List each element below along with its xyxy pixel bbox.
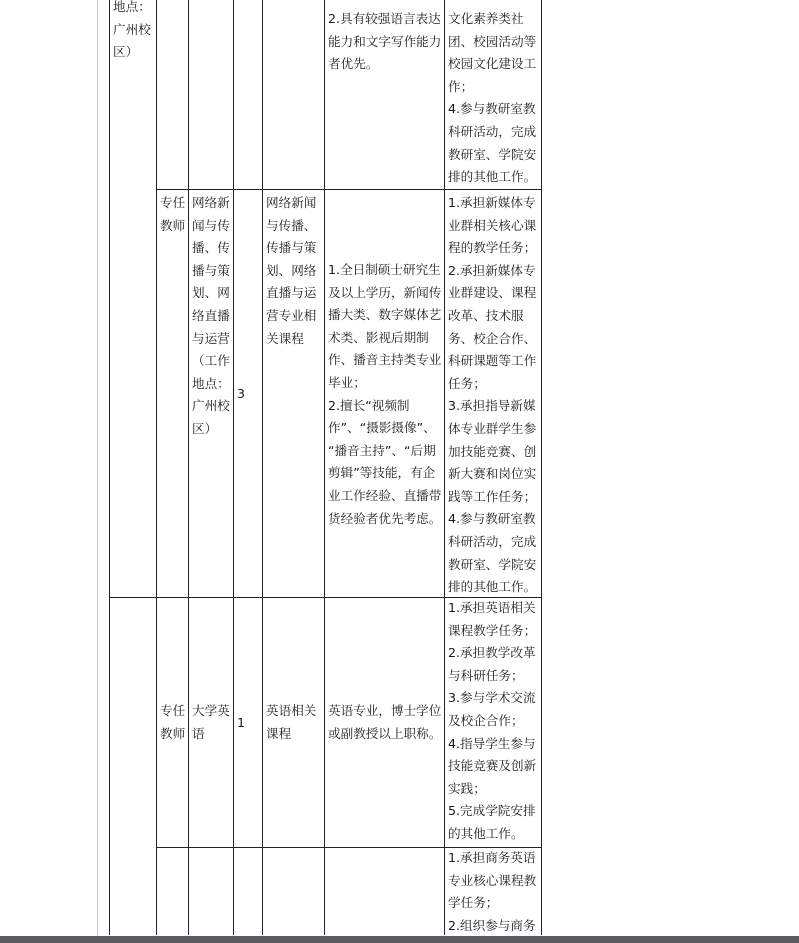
post-type-cell: 专任 教师 — [160, 703, 186, 741]
column-divider — [444, 0, 445, 935]
duties-cell: 1.承担新媒体专 业群相关核心课 程的教学任务； 2.承担新媒体专 业群建设、课程 改革、技术服 务、校企合作、 科研课题等工作 任务； 3.承担指导新媒 体专业群学生参 加技能竞赛、创 新大赛和岗位实 践等工作任务； 4.参与教研室教 科研活动，完成 教研室、学院安 排的其他工作。 — [448, 195, 537, 595]
discipline-cell: 网络新 闻与传 播、传 播与策 划、网 络直播 与运营 （工作 地点： 广州校 区） — [192, 195, 230, 436]
column-divider — [188, 0, 189, 935]
duties-cell: 1.承担商务英语 专业核心课程教 学任务； 2.组织参与商务 — [448, 850, 537, 933]
horizontal-scrollbar[interactable] — [0, 936, 799, 943]
column-divider — [324, 0, 325, 935]
location-cell: 地点： 广州校 区） — [113, 0, 151, 60]
discipline-cell: 大学英 语 — [192, 703, 230, 741]
post-type-cell: 专任 教师 — [160, 195, 186, 233]
column-divider — [233, 0, 234, 935]
column-divider — [262, 0, 263, 935]
courses-cell: 英语相关 课程 — [266, 703, 317, 741]
column-divider — [156, 0, 157, 935]
courses-cell: 网络新闻 与传播、 传播与策 划、网络 直播与运 营专业相 关课程 — [266, 195, 317, 346]
row-divider — [156, 189, 542, 190]
duties-cell: 文化素养类社 团、校园活动等 校园文化建设工 作； 4.参与教研室教 科研活动，完成 教研室、学院安 排的其他工作。 — [448, 11, 537, 185]
table-border-left — [109, 0, 110, 935]
count-cell: 1 — [237, 715, 246, 730]
page-left-rule — [97, 0, 98, 943]
count-cell: 3 — [237, 386, 246, 401]
requirements-cell: 2.具有较强语言表达 能力和文字写作能力 者优先。 — [328, 11, 442, 72]
duties-cell: 1.承担英语相关 课程教学任务； 2.承担教学改革 与科研任务； 3.参与学术交流 及校企合作； 4.指导学生参与 技能竞赛及创新 实践； 5.完成学院安排 的其他工作。 — [448, 600, 537, 841]
requirements-cell: 英语专业，博士学位 或副教授以上职称。 — [328, 703, 442, 741]
requirements-cell: 1.全日制硕士研究生 及以上学历，新闻传 播大类、数字媒体艺 术类、影视后期制 作、播音主持类专业 毕业； 2.擅长“视频制 作”、“摄影摄像”、 “播音主持”、“后期 剪辑”等技能，有企 业工作经验、直播带 货经验者优先考虑。 — [328, 262, 442, 526]
table-border-right — [541, 0, 542, 935]
